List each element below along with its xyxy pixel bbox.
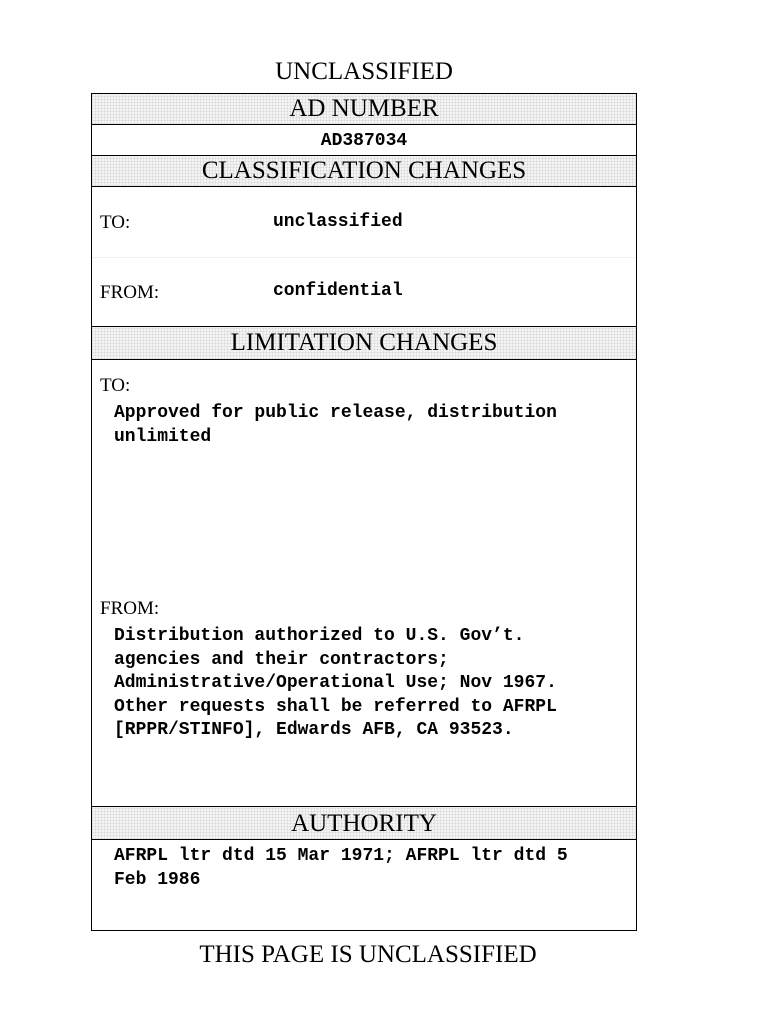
authority-heading-text: AUTHORITY [291,810,437,837]
limitation-from-line: Distribution authorized to U.S. Gov’t. [114,626,525,646]
bottom-classification: THIS PAGE IS UNCLASSIFIED [199,941,537,968]
limitation-from-line: [RPPR/STINFO], Edwards AFB, CA 93523. [114,720,514,740]
limitation-to-line: Approved for public release, distribution [114,403,557,423]
classification-from-label: FROM: [100,282,160,303]
classification-separator [92,257,636,258]
classification-changes-heading [92,156,636,187]
ad-number-heading [92,94,636,125]
classification-to-value: unclassified [273,212,403,232]
classification-to-label: TO: [100,212,131,233]
limitation-from-line: Other requests shall be referred to AFRPL [114,696,557,717]
top-classification: UNCLASSIFIED [275,58,453,85]
authority-text [114,845,568,892]
limitation-from-text [114,625,557,743]
limitation-to-text [114,402,557,449]
limitation-changes-heading-text: LIMITATION CHANGES [230,329,498,356]
limitation-changes-heading [92,327,636,360]
limitation-from-line: agencies and their contractors; [114,649,449,670]
ad-number-heading-text: AD NUMBER [289,95,439,122]
ad-cover-form [91,93,637,931]
limitation-from-line: Administrative/Operational Use; Nov 1967. [114,673,557,693]
authority-line: Feb 1986 [114,869,201,890]
limitation-to-label: TO: [100,375,131,396]
limitation-to-line: unlimited [114,426,212,447]
authority-line: AFRPL ltr dtd 15 Mar 1971; AFRPL ltr dtd 5 [114,846,568,866]
classification-changes-heading-text: CLASSIFICATION CHANGES [201,157,527,184]
ad-number-value: AD387034 [320,131,408,151]
authority-heading [92,807,636,840]
classification-from-value: confidential [273,281,403,301]
limitation-from-label: FROM: [100,598,160,619]
